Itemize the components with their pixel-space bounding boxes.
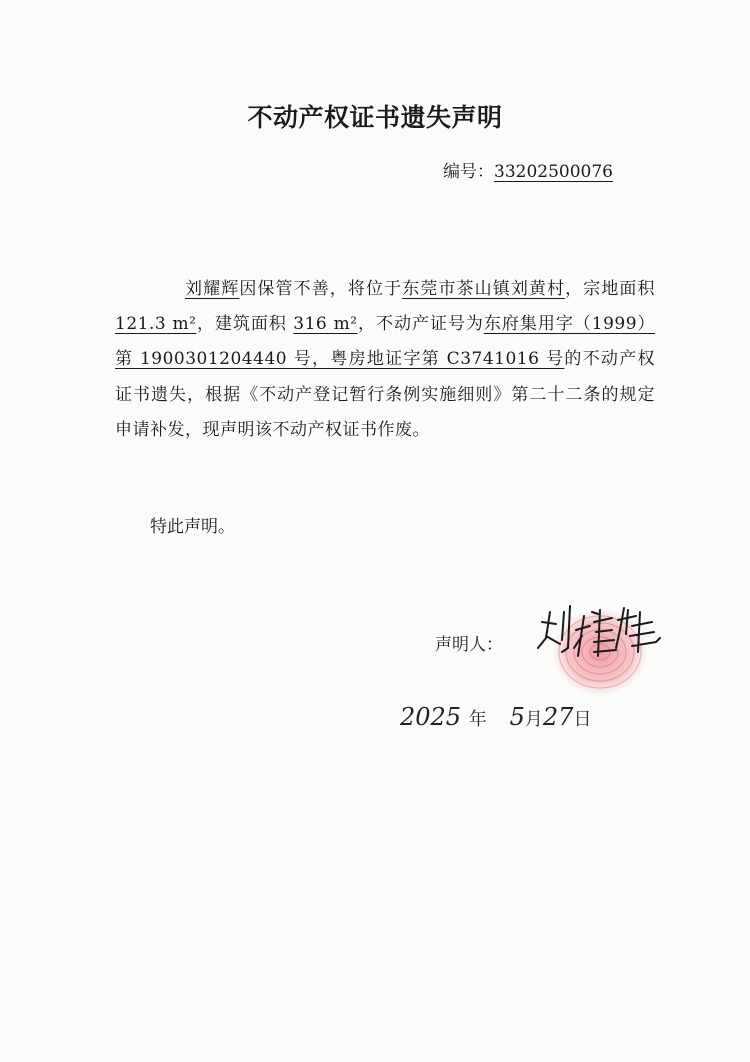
serial-number: 33202500076 [494,162,613,182]
declaration-body [115,272,655,448]
property-location: 东莞市茶山镇刘黄村 [402,279,566,299]
body-text-3: ，建筑面积 [196,314,287,335]
certificate-number: 东府集用字（1999）第 1900301204440 号，粤房地证字第 C3741016 号 [115,314,656,370]
date-day-char: 日 [573,709,592,730]
body-text-2: ，宗地面积 [565,279,656,299]
document-title: 不动产权证书遗失声明 [247,103,503,132]
signature-with-fingerprint [520,590,670,710]
body-text-5: 的不动产权证书遗失，根据《不动产登记暂行条例实施细则》第二十二条的规定申请补发，现声明该不动产权证书作废。 [115,349,655,440]
signing-date [400,703,591,731]
owner-name: 刘耀辉 [185,279,240,299]
date-month: 5 [509,703,525,731]
body-text-4: ，不动产证号为 [357,314,484,335]
serial-number-line [443,157,613,182]
serial-label: 编号： [443,162,494,182]
closing-statement: 特此声明。 [150,517,235,537]
date-year: 2025 [400,703,462,731]
date-day: 27 [542,703,574,731]
land-area: 121.3 m² [115,314,197,335]
body-text-1: 因保管不善，将位于 [239,279,403,299]
date-year-char: 年 [468,709,487,730]
declarant-label: 声明人： [435,635,503,655]
building-area: 316 m² [293,314,358,335]
date-month-char: 月 [524,709,543,730]
